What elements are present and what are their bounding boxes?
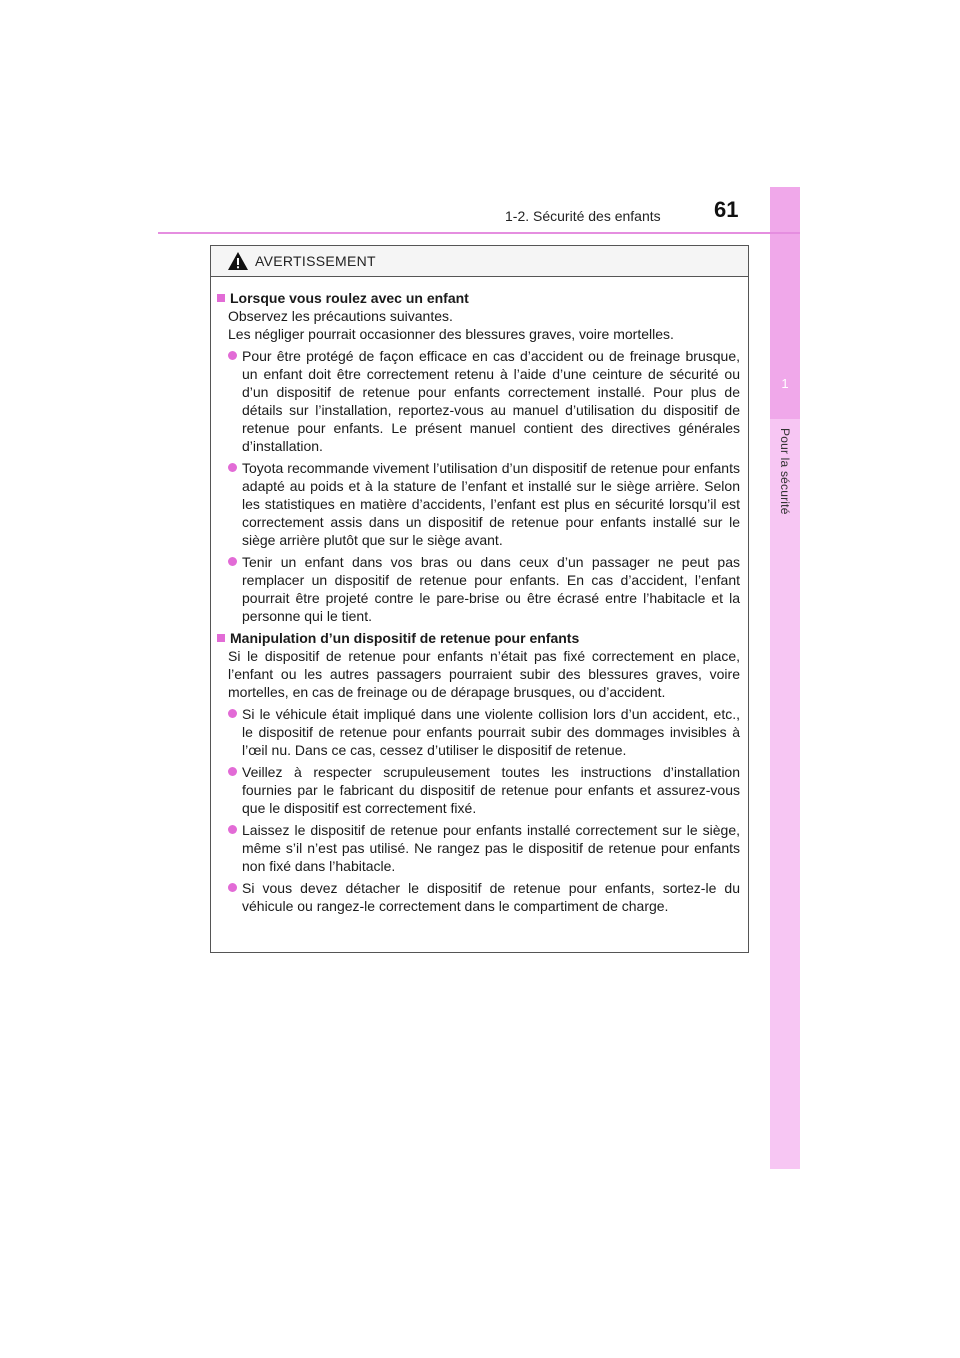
section-heading-text: Lorsque vous roulez avec un enfant xyxy=(230,290,469,306)
list-item xyxy=(228,553,740,625)
list-item-text: Si le véhicule était impliqué dans une violente collision lors d’un accident, etc., le dispositif de retenue pour enfants pourrait subir des dommages invisibles à l’œil nu. Dans ce cas, cessez d’utiliser le dispositif de retenue. xyxy=(242,706,740,758)
list-item xyxy=(228,347,740,455)
list-item-text: Laissez le dispositif de retenue pour enfants installé correctement sur le siège, même s’il n’est pas utilisé. Ne rangez pas le dispositif de retenue pour enfants non fixé dans l’habitacle. xyxy=(242,822,740,874)
round-bullet-icon xyxy=(228,557,237,566)
list-item xyxy=(228,821,740,875)
chapter-number: 1 xyxy=(781,376,789,391)
page-number: 61 xyxy=(714,197,739,222)
section-intro: Observez les précautions suivantes. xyxy=(228,308,453,324)
warning-body xyxy=(211,277,748,915)
list-item xyxy=(228,459,740,549)
section-intro: Les négliger pourrait occasionner des blessures graves, voire mortelles. xyxy=(228,326,674,342)
round-bullet-icon xyxy=(228,767,237,776)
round-bullet-icon xyxy=(228,883,237,892)
list-item-text: Veillez à respecter scrupuleusement toutes les instructions d’installation fournies par le fabricant du dispositif de retenue pour enfants et assurez-vous que le dispositif est correctement fixé. xyxy=(242,764,740,816)
warning-triangle-icon xyxy=(227,251,249,271)
list-item-text: Tenir un enfant dans vos bras ou dans ceux d’un passager ne peut pas remplacer un dispositif de retenue pour enfants. En cas d’accident, l’enfant pourrait être projeté contre le pare-brise ou être écrasé entre l’habitacle et la personne qui le tient. xyxy=(242,554,740,624)
list-item-text: Si vous devez détacher le dispositif de retenue pour enfants, sortez-le du véhicule ou rangez-le correctement dans le compartiment de charge. xyxy=(242,880,740,914)
list-item-text: Pour être protégé de façon efficace en cas d’accident ou de freinage brusque, un enfant doit être correctement retenu à l’aide d’une ceinture de sécurité ou d’un dispositif de retenue pour enfants correctement installé. Pour plus de détails sur l’installation, reportez-vous au manuel d’utilisation du dispositif de retenue pour enfants. Le présent manuel contient des directives générales d’installation. xyxy=(242,348,740,454)
section-heading-text: Manipulation d’un dispositif de retenue pour enfants xyxy=(230,630,580,646)
section-heading xyxy=(217,629,740,647)
section-intro: Si le dispositif de retenue pour enfants n’était pas fixé correctement en place, l’enfant ou les autres passagers pourraient subir des blessures graves, voire mortelles, en cas de freinage ou de dérapage brusques, ou d’accident. xyxy=(228,648,740,700)
warning-title: AVERTISSEMENT xyxy=(255,253,376,269)
round-bullet-icon xyxy=(228,463,237,472)
header-rule xyxy=(158,232,800,234)
square-bullet-icon xyxy=(217,634,225,642)
round-bullet-icon xyxy=(228,351,237,360)
round-bullet-icon xyxy=(228,825,237,834)
warning-header xyxy=(211,246,748,277)
round-bullet-icon xyxy=(228,709,237,718)
list-item xyxy=(228,879,740,915)
list-item-text: Toyota recommande vivement l’utilisation d’un dispositif de retenue pour enfants adapté au poids et à la stature de l’enfant et installé sur le siège arrière. Selon les statistiques en matière d’accidents, l’enfant est plus en sécurité lorsqu’il est correctement assis dans un dispositif de retenue pour enfants installé sur le siège arrière plutôt que sur le siège avant. xyxy=(242,460,740,548)
warning-box xyxy=(210,245,749,953)
section-title: 1-2. Sécurité des enfants xyxy=(505,208,661,224)
square-bullet-icon xyxy=(217,294,225,302)
chapter-label: Pour la sécurité xyxy=(778,428,792,515)
section-heading xyxy=(217,289,740,307)
list-item xyxy=(228,763,740,817)
list-item xyxy=(228,705,740,759)
